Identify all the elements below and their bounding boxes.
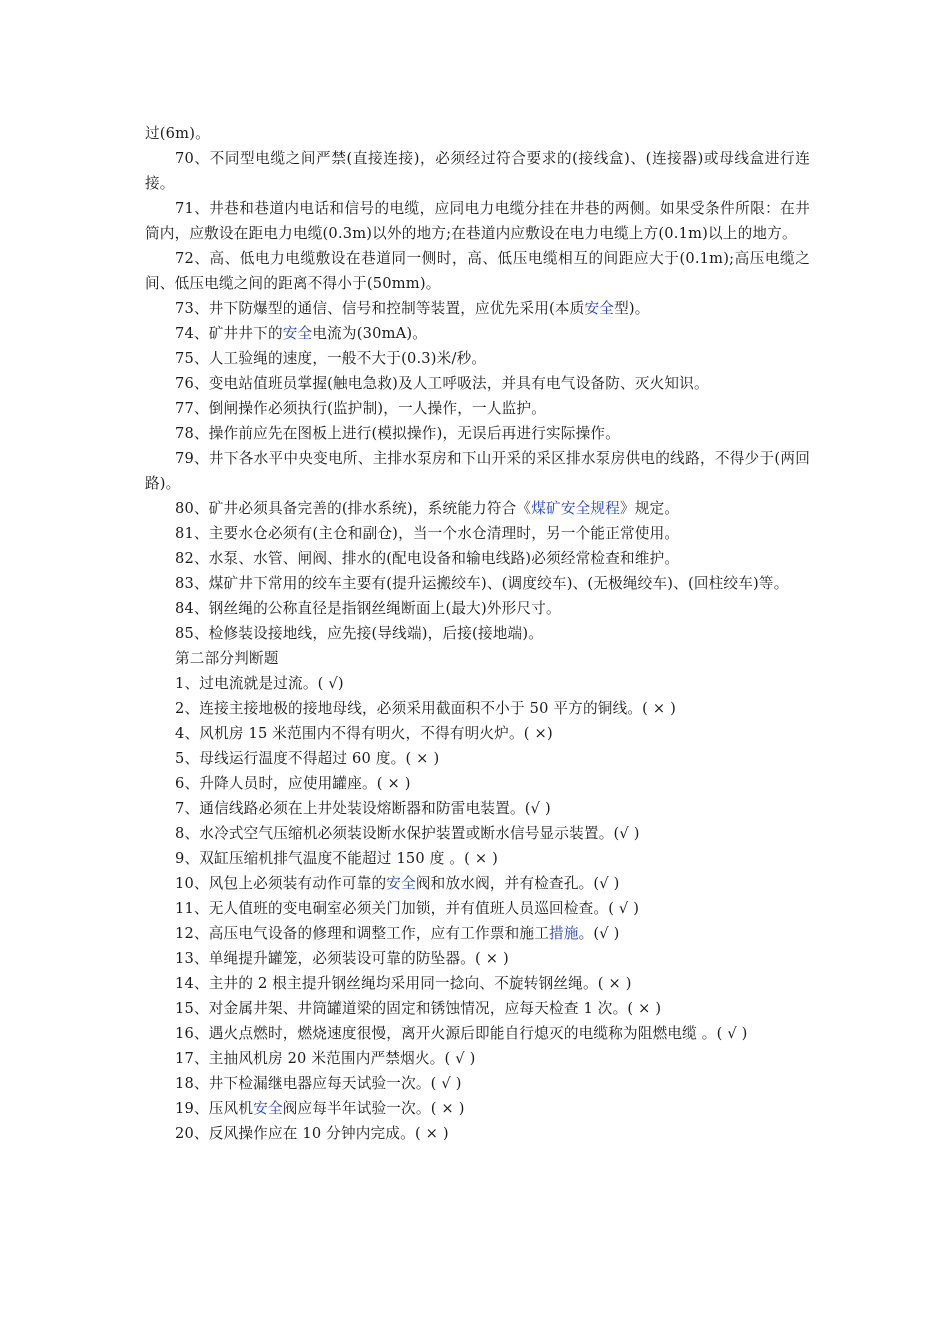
paragraph (145, 621, 810, 646)
paragraph (145, 546, 810, 571)
paragraph (145, 296, 810, 321)
paragraph (145, 696, 810, 721)
paragraph (145, 946, 810, 971)
paragraph (145, 1021, 810, 1046)
paragraph-text: 79、井下各水平中央变电所、主排水泵房和下山开采的采区排水泵房供电的线路，不得少于(两回路)。 (145, 450, 810, 492)
paragraph-text: 9、双缸压缩机排气温度不能超过 150 度 。( × ) (175, 850, 499, 867)
paragraph-text: 7、通信线路必须在上井处装设熔断器和防雷电装置。(√ ) (175, 800, 551, 817)
paragraph-text: 10、风包上必须装有动作可靠的 (175, 875, 387, 892)
paragraph-text: 2、连接主接地极的接地母线，必须采用截面积不小于 50 平方的铜线。( × ) (175, 700, 677, 717)
paragraph-text: 14、主井的 2 根主提升钢丝绳均采用同一捻向、不旋转钢丝绳。( × ) (175, 975, 632, 992)
paragraph-text: 76、变电站值班员掌握(触电急救)及人工呼吸法，并具有电气设备防、灭火知识。 (175, 375, 709, 392)
paragraph-text: 》规定。 (620, 500, 680, 517)
paragraph-text: 11、无人值班的变电硐室必须关门加锁，并有值班人员巡回检查。( √ ) (175, 900, 640, 917)
paragraph (145, 846, 810, 871)
paragraph-text: 78、操作前应先在图板上进行(模拟操作)，无误后再进行实际操作。 (175, 425, 620, 442)
paragraph (145, 721, 810, 746)
paragraph (145, 346, 810, 371)
paragraph (145, 371, 810, 396)
paragraph (145, 1121, 810, 1146)
paragraph-text: 74、矿井井下的 (175, 325, 283, 342)
keyword-link[interactable]: 安全 (584, 300, 615, 317)
paragraph-text: 20、反风操作应在 10 分钟内完成。( × ) (175, 1125, 449, 1142)
paragraph-text: 83、煤矿井下常用的绞车主要有(提升运搬绞车)、(调度绞车)、(无极绳绞车)、(回柱绞车)等。 (175, 575, 789, 592)
paragraph (145, 446, 810, 496)
paragraph-text: 17、主抽风机房 20 米范围内严禁烟火。( √ ) (175, 1050, 476, 1067)
paragraph (145, 971, 810, 996)
paragraph (145, 121, 810, 146)
paragraph-text: 72、高、低电力电缆敷设在巷道同一侧时，高、低压电缆相互的间距应大于(0.1m);高压电缆之间、低压电缆之间的距离不得小于(50mm)。 (145, 250, 810, 292)
paragraph (145, 746, 810, 771)
paragraph-text: 阀和放水阀，并有检查孔。(√ ) (415, 875, 620, 892)
paragraph (145, 771, 810, 796)
paragraph-text: 型)。 (614, 300, 650, 317)
paragraph-text: 84、钢丝绳的公称直径是指钢丝绳断面上(最大)外形尺寸。 (175, 600, 561, 617)
paragraph-text: 75、人工验绳的速度，一般不大于(0.3)米/秒。 (175, 350, 487, 367)
paragraph-text: 6、升降人员时，应使用罐座。( × ) (175, 775, 411, 792)
paragraph-text: 19、压风机 (175, 1100, 254, 1117)
keyword-link[interactable]: 安全 (253, 1100, 283, 1117)
paragraph-text: 12、高压电气设备的修理和调整工作，应有工作票和施工 (175, 925, 550, 942)
paragraph (145, 421, 810, 446)
keyword-link[interactable]: 安全 (282, 325, 313, 342)
paragraph-text: 71、井巷和巷道内电话和信号的电缆，应同电力电缆分挂在井巷的两侧。如果受条件所限：在井筒内，应敷设在距电力电缆(0.3m)以外的地方;在巷道内应敷设在电力电缆上方(0.1m)以上的地方。 (145, 200, 810, 242)
paragraph-text: 阀应每半年试验一次。( × ) (282, 1100, 465, 1117)
paragraph-text: 15、对金属井架、井筒罐道梁的固定和锈蚀情况，应每天检查 1 次。( × ) (175, 1000, 662, 1017)
paragraph (145, 1046, 810, 1071)
paragraph-text: 5、母线运行温度不得超过 60 度。( × ) (175, 750, 440, 767)
paragraph-text: 第二部分判断题 (175, 650, 279, 667)
paragraph-text: 82、水泵、水管、闸阀、排水的(配电设备和输电线路)必须经常检查和维护。 (175, 550, 680, 567)
paragraph-text: 18、井下检漏继电器应每天试验一次。( √ ) (175, 1075, 462, 1092)
paragraph (145, 996, 810, 1021)
paragraph (145, 146, 810, 196)
paragraph (145, 921, 810, 946)
paragraph-text: 4、风机房 15 米范围内不得有明火，不得有明火炉。( ×) (175, 725, 553, 742)
paragraph (145, 896, 810, 921)
paragraph (145, 646, 810, 671)
paragraph-text: 。(√ ) (578, 925, 620, 942)
paragraph (145, 571, 810, 596)
paragraph (145, 496, 810, 521)
paragraph (145, 821, 810, 846)
paragraph-text: 8、水冷式空气压缩机必须装设断水保护装置或断水信号显示装置。(√ ) (175, 825, 640, 842)
paragraph-text: 1、过电流就是过流。( √) (175, 675, 344, 692)
paragraph (145, 246, 810, 296)
paragraph (145, 1071, 810, 1096)
keyword-link[interactable]: 安全 (386, 875, 416, 892)
paragraph (145, 871, 810, 896)
paragraph-text: 73、井下防爆型的通信、信号和控制等装置，应优先采用(本质 (175, 300, 585, 317)
paragraph (145, 396, 810, 421)
paragraph-text: 70、不同型电缆之间严禁(直接连接)，必须经过符合要求的(接线盒)、(连接器)或母线盒进行连接。 (145, 150, 810, 192)
paragraph-text: 13、单绳提升罐笼，必须装设可靠的防坠器。( × ) (175, 950, 509, 967)
paragraph-text: 80、矿井必须具备完善的(排水系统)，系统能力符合《 (175, 500, 532, 517)
document-body (145, 121, 810, 1146)
keyword-link[interactable]: 煤矿安全规程 (531, 500, 620, 517)
paragraph (145, 1096, 810, 1121)
keyword-link[interactable]: 措施 (549, 925, 579, 942)
paragraph-text: 过(6m)。 (145, 125, 210, 142)
paragraph-text: 77、倒闸操作必须执行(监护制)，一人操作，一人监护。 (175, 400, 547, 417)
paragraph-text: 电流为(30mA)。 (312, 325, 428, 342)
paragraph-text: 85、检修装设接地线，应先接(导线端)，后接(接地端)。 (175, 625, 544, 642)
paragraph-text: 81、主要水仓必须有(主仓和副仓)，当一个水仓清理时，另一个能正常使用。 (175, 525, 680, 542)
paragraph (145, 796, 810, 821)
paragraph (145, 671, 810, 696)
paragraph (145, 596, 810, 621)
paragraph (145, 196, 810, 246)
paragraph (145, 521, 810, 546)
paragraph (145, 321, 810, 346)
paragraph-text: 16、遇火点燃时，燃烧速度很慢，离开火源后即能自行熄灭的电缆称为阻燃电缆 。( √ ) (175, 1025, 748, 1042)
